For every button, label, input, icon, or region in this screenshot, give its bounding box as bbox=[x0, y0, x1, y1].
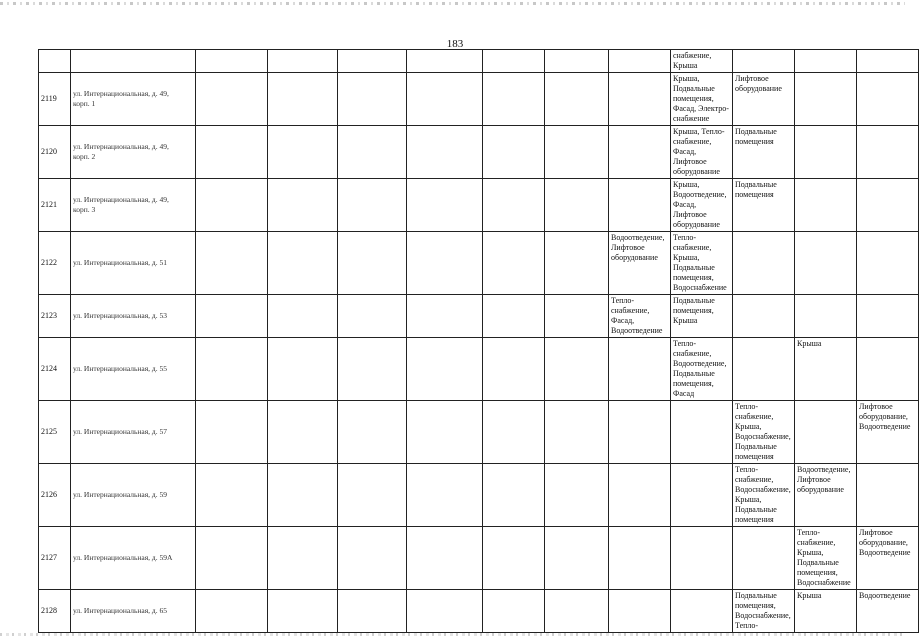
row-address bbox=[71, 73, 196, 126]
row-address-text: ул. Интернациональная, д. 49, корп. 1 bbox=[73, 89, 169, 108]
work-cell bbox=[196, 295, 268, 338]
work-cell-text: Крыша, Тепло- снабжение, Фасад, Лифтовое оборудование bbox=[673, 127, 725, 176]
row-number bbox=[39, 295, 71, 338]
scan-noise-bottom bbox=[0, 633, 905, 636]
work-cell bbox=[857, 590, 919, 633]
work-cell bbox=[268, 401, 338, 464]
table-row bbox=[39, 338, 919, 401]
work-cell bbox=[268, 464, 338, 527]
row-number-text: 2121 bbox=[41, 200, 57, 209]
table-row bbox=[39, 126, 919, 179]
work-cell bbox=[338, 464, 407, 527]
work-cell-text: Лифтовое оборудование, Водоотведение bbox=[859, 528, 911, 557]
row-address-text: ул. Интернациональная, д. 49, корп. 2 bbox=[73, 142, 169, 161]
work-cell-text: Тепло- снабжение, Фасад, Водоотведение bbox=[611, 296, 663, 335]
continuation-cell bbox=[671, 50, 733, 73]
work-cell bbox=[671, 527, 733, 590]
row-address bbox=[71, 338, 196, 401]
work-cell bbox=[609, 179, 671, 232]
work-cell bbox=[857, 179, 919, 232]
work-cell-text: Крыша bbox=[797, 591, 822, 600]
table-row bbox=[39, 232, 919, 295]
work-cell bbox=[483, 232, 545, 295]
work-cell bbox=[268, 295, 338, 338]
work-cell bbox=[671, 401, 733, 464]
work-cell bbox=[795, 527, 857, 590]
work-cell bbox=[795, 590, 857, 633]
work-cell bbox=[196, 401, 268, 464]
row-number-text: 2120 bbox=[41, 147, 57, 156]
continuation-cell bbox=[268, 50, 338, 73]
work-cell bbox=[733, 464, 795, 527]
work-cell bbox=[671, 295, 733, 338]
work-cell bbox=[407, 338, 483, 401]
work-cell bbox=[196, 126, 268, 179]
work-cell bbox=[857, 126, 919, 179]
work-cell bbox=[268, 126, 338, 179]
row-address bbox=[71, 590, 196, 633]
row-address-text: ул. Интернациональная, д. 65 bbox=[73, 606, 167, 615]
work-cell bbox=[545, 232, 609, 295]
work-cell bbox=[407, 590, 483, 633]
work-cell-text: Лифтовое оборудование bbox=[735, 74, 782, 93]
work-cell bbox=[857, 232, 919, 295]
work-cell bbox=[609, 401, 671, 464]
work-cell-text: Подвальные помещения, Крыша bbox=[673, 296, 715, 325]
continuation-cell bbox=[857, 50, 919, 73]
work-cell-text: Подвальные помещения, Водоснабжение, Тепло- bbox=[735, 591, 791, 630]
row-number-text: 2122 bbox=[41, 258, 57, 267]
work-cell bbox=[857, 401, 919, 464]
row-number bbox=[39, 464, 71, 527]
work-cell bbox=[609, 126, 671, 179]
work-cell-text: Крыша, Водоотведение, Фасад, Лифтовое оборудование bbox=[673, 180, 727, 229]
row-number bbox=[39, 179, 71, 232]
page-number: 183 bbox=[446, 38, 464, 50]
work-cell bbox=[545, 295, 609, 338]
work-cell bbox=[407, 295, 483, 338]
work-cell bbox=[545, 527, 609, 590]
row-address-text: ул. Интернациональная, д. 51 bbox=[73, 258, 167, 267]
work-cell bbox=[609, 464, 671, 527]
work-cell bbox=[733, 126, 795, 179]
work-cell bbox=[196, 527, 268, 590]
work-cell bbox=[733, 295, 795, 338]
work-cell-text: Водоотведение bbox=[859, 591, 911, 600]
continuation-cell bbox=[795, 50, 857, 73]
table-row bbox=[39, 295, 919, 338]
work-cell-text: Лифтовое оборудование, Водоотведение bbox=[859, 402, 911, 431]
continuation-cell bbox=[545, 50, 609, 73]
work-cell bbox=[857, 527, 919, 590]
row-address bbox=[71, 232, 196, 295]
work-cell bbox=[857, 295, 919, 338]
work-cell bbox=[795, 464, 857, 527]
work-cell bbox=[545, 179, 609, 232]
work-cell bbox=[795, 338, 857, 401]
work-cell bbox=[338, 527, 407, 590]
table-row bbox=[39, 179, 919, 232]
work-cell bbox=[268, 590, 338, 633]
work-cell bbox=[196, 232, 268, 295]
work-cell bbox=[733, 232, 795, 295]
work-cell bbox=[338, 126, 407, 179]
work-cell bbox=[795, 401, 857, 464]
work-cell bbox=[407, 232, 483, 295]
work-cell bbox=[483, 73, 545, 126]
work-cell bbox=[609, 338, 671, 401]
table-row bbox=[39, 590, 919, 633]
work-cell bbox=[338, 401, 407, 464]
work-cell bbox=[795, 126, 857, 179]
continuation-cell bbox=[483, 50, 545, 73]
row-address bbox=[71, 126, 196, 179]
work-cell bbox=[483, 401, 545, 464]
work-cell bbox=[338, 295, 407, 338]
row-number-text: 2127 bbox=[41, 553, 57, 562]
work-cell-text: Тепло- снабжение, Крыша, Подвальные помещения, Водоснабжение bbox=[797, 528, 851, 587]
row-number-text: 2124 bbox=[41, 364, 57, 373]
row-number-text: 2128 bbox=[41, 606, 57, 615]
work-cell bbox=[407, 179, 483, 232]
work-cell bbox=[733, 401, 795, 464]
work-cell bbox=[196, 73, 268, 126]
row-address-text: ул. Интернациональная, д. 57 bbox=[73, 427, 167, 436]
work-cell bbox=[407, 73, 483, 126]
work-cell bbox=[671, 126, 733, 179]
work-cell bbox=[545, 73, 609, 126]
work-cell bbox=[733, 338, 795, 401]
continuation-cell bbox=[338, 50, 407, 73]
work-cell bbox=[268, 527, 338, 590]
continuation-cell bbox=[71, 50, 196, 73]
work-cell bbox=[196, 464, 268, 527]
work-cell bbox=[268, 232, 338, 295]
work-cell-text: Подвальные помещения bbox=[735, 127, 777, 146]
work-cell bbox=[483, 338, 545, 401]
work-cell bbox=[338, 232, 407, 295]
work-cell bbox=[483, 179, 545, 232]
continuation-cell bbox=[407, 50, 483, 73]
continuation-cell bbox=[196, 50, 268, 73]
row-number-text: 2123 bbox=[41, 311, 57, 320]
table-row bbox=[39, 527, 919, 590]
row-number bbox=[39, 73, 71, 126]
work-cell bbox=[671, 464, 733, 527]
work-cell bbox=[196, 338, 268, 401]
work-cell bbox=[609, 73, 671, 126]
row-address bbox=[71, 464, 196, 527]
scan-noise-top bbox=[0, 2, 905, 5]
work-cell bbox=[483, 126, 545, 179]
work-cell-text: Тепло- снабжение, Крыша, Подвальные помещения, Водоснабжение bbox=[673, 233, 727, 292]
work-cell bbox=[545, 338, 609, 401]
row-number-text: 2119 bbox=[41, 94, 57, 103]
work-cell bbox=[609, 590, 671, 633]
work-cell bbox=[407, 527, 483, 590]
row-address bbox=[71, 179, 196, 232]
work-cell bbox=[338, 73, 407, 126]
work-cell bbox=[733, 179, 795, 232]
work-cell bbox=[795, 179, 857, 232]
row-address-text: ул. Интернациональная, д. 59 bbox=[73, 490, 167, 499]
work-cell bbox=[671, 73, 733, 126]
work-cell bbox=[545, 590, 609, 633]
work-cell bbox=[733, 590, 795, 633]
work-cell bbox=[196, 179, 268, 232]
work-cell bbox=[857, 464, 919, 527]
work-cell-text: Подвальные помещения bbox=[735, 180, 777, 199]
row-address bbox=[71, 401, 196, 464]
row-address-text: ул. Интернациональная, д. 59А bbox=[73, 553, 173, 562]
work-cell bbox=[609, 527, 671, 590]
work-cell bbox=[196, 590, 268, 633]
work-cell bbox=[609, 295, 671, 338]
work-cell-text: Водоотведение, Лифтовое оборудование bbox=[611, 233, 665, 262]
work-cell bbox=[268, 338, 338, 401]
work-cell bbox=[407, 401, 483, 464]
table-row bbox=[39, 73, 919, 126]
table-row bbox=[39, 401, 919, 464]
row-number-text: 2126 bbox=[41, 490, 57, 499]
work-cell bbox=[545, 464, 609, 527]
work-cell bbox=[338, 590, 407, 633]
row-address bbox=[71, 295, 196, 338]
continuation-row bbox=[39, 50, 919, 73]
work-cell bbox=[733, 73, 795, 126]
continuation-cell bbox=[733, 50, 795, 73]
work-cell-text: Крыша bbox=[797, 339, 822, 348]
work-cell bbox=[268, 73, 338, 126]
work-cell-text: Тепло- снабжение, Водоотведение, Подвальные помещения, Фасад bbox=[673, 339, 727, 398]
work-cell bbox=[857, 338, 919, 401]
repair-schedule-table bbox=[38, 49, 919, 633]
work-cell bbox=[483, 527, 545, 590]
row-number bbox=[39, 527, 71, 590]
row-number-text: 2125 bbox=[41, 427, 57, 436]
work-cell bbox=[795, 73, 857, 126]
row-number bbox=[39, 338, 71, 401]
work-cell bbox=[733, 527, 795, 590]
work-cell bbox=[795, 232, 857, 295]
row-number bbox=[39, 401, 71, 464]
work-cell-text: Водоотведение, Лифтовое оборудование bbox=[797, 465, 851, 494]
work-cell bbox=[407, 464, 483, 527]
work-cell-text: Тепло- снабжение, Крыша, Водоснабжение, Подвальные помещения bbox=[735, 402, 791, 461]
row-address-text: ул. Интернациональная, д. 53 bbox=[73, 311, 167, 320]
continuation-cell-text: снабжение, Крыша bbox=[673, 51, 712, 70]
work-cell bbox=[671, 590, 733, 633]
work-cell bbox=[483, 295, 545, 338]
work-cell-text: Тепло- снабжение, Водоснабжение, Крыша, Подвальные помещения bbox=[735, 465, 791, 524]
row-number bbox=[39, 126, 71, 179]
work-cell bbox=[338, 179, 407, 232]
work-cell bbox=[407, 126, 483, 179]
row-address bbox=[71, 527, 196, 590]
work-cell bbox=[545, 126, 609, 179]
continuation-cell bbox=[609, 50, 671, 73]
row-address-text: ул. Интернациональная, д. 49, корп. 3 bbox=[73, 195, 169, 214]
work-cell bbox=[857, 73, 919, 126]
work-cell bbox=[483, 590, 545, 633]
row-number bbox=[39, 590, 71, 633]
work-cell bbox=[671, 179, 733, 232]
work-cell bbox=[338, 338, 407, 401]
work-cell-text: Крыша, Подвальные помещения, Фасад, Электро- снабжение bbox=[673, 74, 729, 123]
work-cell bbox=[268, 179, 338, 232]
work-cell bbox=[671, 232, 733, 295]
work-cell bbox=[671, 338, 733, 401]
continuation-cell bbox=[39, 50, 71, 73]
work-cell bbox=[609, 232, 671, 295]
row-address-text: ул. Интернациональная, д. 55 bbox=[73, 364, 167, 373]
table-row bbox=[39, 464, 919, 527]
work-cell bbox=[795, 295, 857, 338]
work-cell bbox=[483, 464, 545, 527]
work-cell bbox=[545, 401, 609, 464]
row-number bbox=[39, 232, 71, 295]
